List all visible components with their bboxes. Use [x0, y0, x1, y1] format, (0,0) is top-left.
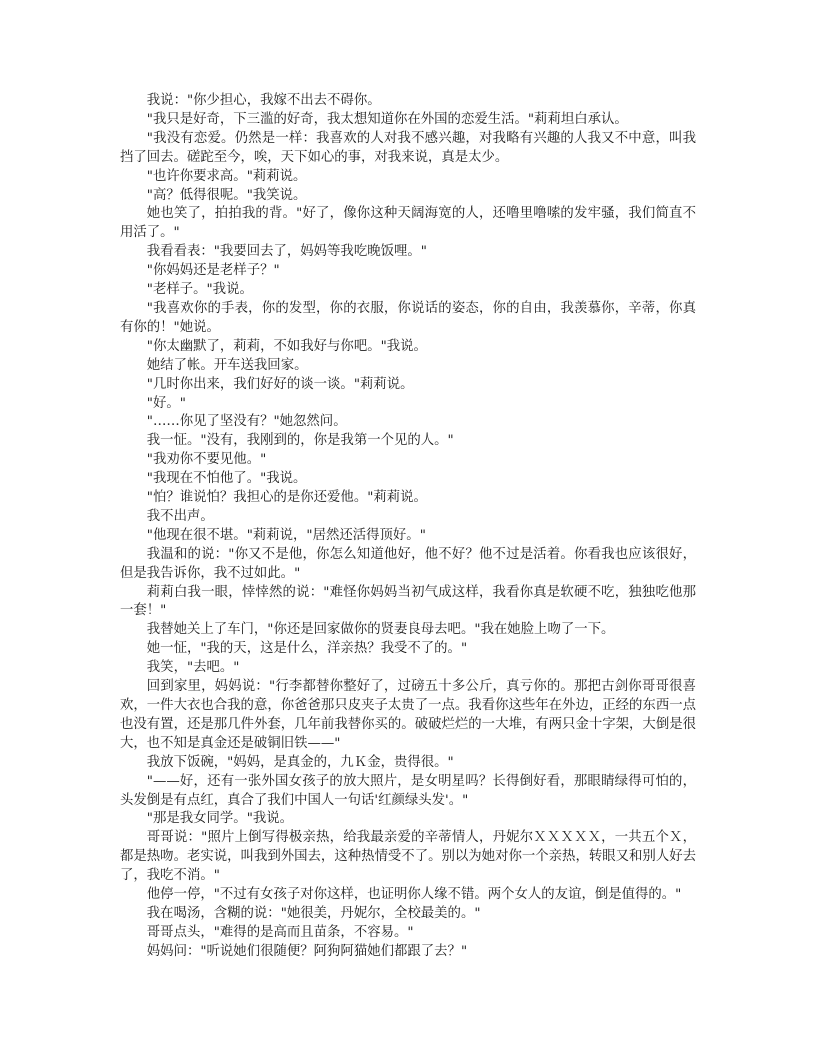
paragraph: 我在喝汤，含糊的说："她很美，丹妮尔，全校最美的。" [146, 905, 481, 921]
paragraph: 我一怔。"没有，我刚到的，你是我第一个见的人。" [146, 433, 454, 449]
paragraph: 莉莉白我一眼，悻悻然的说："难怪你妈妈当初气成这样，我看你真是软硬不吃，独独吃他那一套！" [120, 584, 696, 619]
paragraph: "……你见了坚没有？"她忽然问。 [146, 414, 347, 430]
paragraph: 哥哥点头，"难得的是高而且苗条，不容易。" [146, 924, 414, 940]
paragraph: "我没有恋爱。仍然是一样：我喜欢的人对我不感兴趣，对我略有兴趣的人我又不中意，叫我挡了回去。磋跎至今，唉，天下如心的事，对我来说，真是太少。 [120, 130, 696, 165]
paragraph: 我笑，"去吧。" [146, 660, 240, 676]
paragraph: "你妈妈还是老样子？" [146, 263, 280, 279]
paragraph: "我喜欢你的手表，你的发型，你的衣服，你说话的姿态，你的自由，我羡慕你，辛蒂，你真有你的！"她说。 [120, 300, 696, 335]
paragraph: "好。" [146, 395, 186, 411]
paragraph: 她也笑了，拍拍我的背。"好了，像你这种天阔海宽的人，还噜里噜嗦的发牢骚，我们简直不用活了。" [120, 206, 696, 241]
paragraph: 我不出声。 [146, 508, 214, 524]
paragraph: 我替她关上了车门，"你还是回家做你的贤妻良母去吧。"我在她脸上吻了一下。 [146, 622, 615, 638]
paragraph: "他现在很不堪。"莉莉说，"居然还活得顶好。" [146, 527, 426, 543]
paragraph: "高？低得很呢。"我笑说。 [146, 187, 307, 203]
paragraph: "也许你要求高。"莉莉说。 [146, 168, 307, 184]
paragraph: 她一怔，"我的天，这是什么，洋亲热？我受不了的。" [146, 641, 468, 657]
paragraph: 哥哥说："照片上倒写得极亲热，给我最亲爱的辛蒂情人，丹妮尔ＸＸＸＸＸ，一共五个Ｘ，都是热吻。老实说，叫我到外国去，这种热情受不了。别以为她对你一个亲热，转眼又和别人好去了，我吃不消。" [120, 830, 696, 884]
paragraph: "我现在不怕他了。"我说。 [146, 471, 307, 487]
paragraph: 他停一停，"不过有女孩子对你这样，也证明你人缘不错。两个女人的友谊，倒是值得的。" [146, 887, 682, 903]
paragraph: "——好，还有一张外国女孩子的放大照片，是女明星吗？长得倒好看，那眼睛绿得可怕的，头发倒是有点红，真合了我们中国人一句话'红颜绿头发'。" [120, 773, 696, 808]
paragraph: "老样子。"我说。 [146, 282, 253, 298]
paragraph: 妈妈问："听说她们很随便？阿狗阿猫她们都跟了去？" [146, 943, 468, 959]
paragraph: "你太幽默了，莉莉，不如我好与你吧。"我说。 [146, 338, 427, 354]
paragraph: 我看看表："我要回去了，妈妈等我吃晚饭哩。" [146, 244, 427, 260]
paragraph: 我放下饭碗，"妈妈，是真金的，九Ｋ金，贵得很。" [146, 754, 454, 770]
paragraph: 我说："你少担心，我嫁不出去不碍你。 [146, 93, 381, 108]
novel-text-body [120, 92, 696, 962]
paragraph: "我只是好奇，下三滥的好奇，我太想知道你在外国的恋爱生活。"莉莉坦白承认。 [146, 111, 628, 127]
paragraph: 她结了帐。开车送我回家。 [146, 357, 308, 373]
paragraph: "我劝你不要见他。" [146, 452, 267, 468]
paragraph: "怕？谁说怕？我担心的是你还爱他。"莉莉说。 [146, 490, 427, 506]
paragraph: "几时你出来，我们好好的谈一谈。"莉莉说。 [146, 376, 414, 392]
paragraph: "那是我女同学。"我说。 [146, 811, 294, 827]
paragraph: 回到家里，妈妈说："行李都替你整好了，过磅五十多公斤，真亏你的。那把古剑你哥哥很喜欢，一件大衣也合我的意，你爸爸那只皮夹子太贵了一点。我看你这些年在外边，正经的东西一点也没有置，还是那几件外套，几年前我替你买的。破破烂烂的一大堆，有两只金十字架，大倒是很大，也不知是真金还是破铜旧铁——" [120, 679, 696, 751]
paragraph: 我温和的说："你又不是他，你怎么知道他好，他不好？他不过是活着。你看我也应该很好，但是我告诉你，我不过如此。" [120, 546, 696, 581]
